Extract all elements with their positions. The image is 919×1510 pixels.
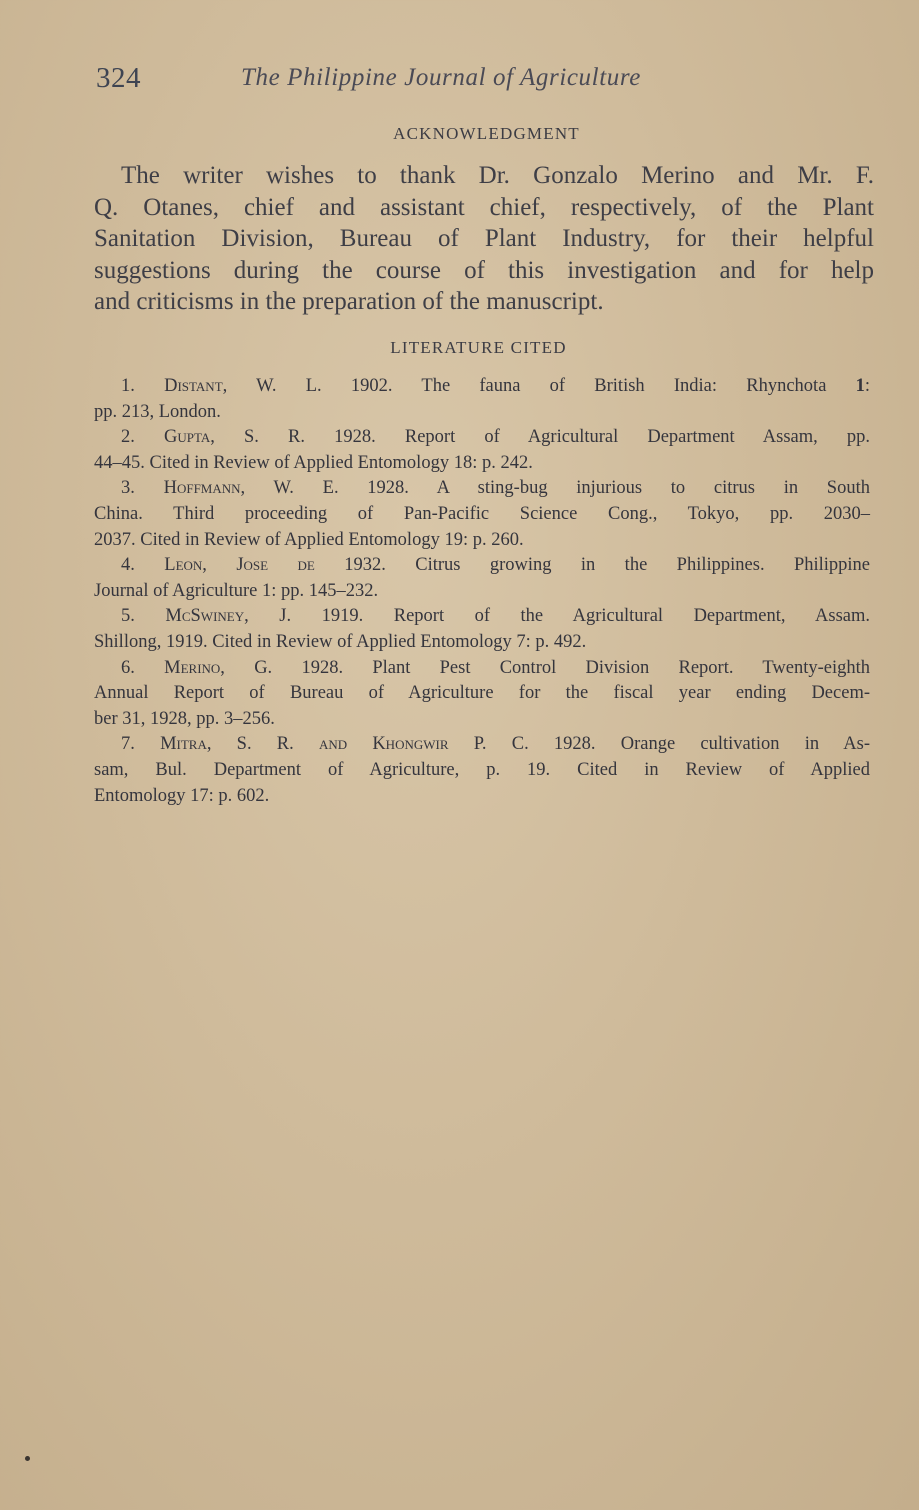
reference-5-first-line: [94, 604, 870, 630]
page-number: 324: [96, 62, 141, 94]
reference-number: 5.: [121, 606, 135, 627]
acknowledgment-line: suggestions during the course of this investigation and for help: [94, 256, 874, 284]
reference-text: 1902. The fauna of British India: Rhynchota: [321, 376, 856, 396]
reference-text: 1928. A sting-bug injurious to citrus in South: [338, 478, 870, 499]
reference-6-first-line: [94, 656, 870, 682]
reference-author: McSwiney, J.: [165, 606, 292, 627]
reference-author: Gupta, S. R.: [164, 427, 305, 448]
journal-title: The Philippine Journal of Agriculture: [241, 64, 641, 91]
reference-author: Hoffmann, W. E.: [163, 478, 339, 499]
reference-7-line: Entomology 17: p. 602.: [94, 785, 270, 806]
reference-text: 1919. Report of the Agricultural Department, Assam.: [291, 606, 870, 627]
running-head: [96, 62, 876, 102]
acknowledgment-line: Q. Otanes, chief and assistant chief, respectively, of the Plant: [94, 193, 874, 221]
reference-6-line: Annual Report of Bureau of Agriculture for the fiscal year ending Decem-: [94, 683, 870, 704]
reference-author: Merino, G.: [164, 657, 273, 678]
reference-3-first-line: [94, 476, 870, 502]
reference-7-first-line: [94, 732, 870, 758]
reference-number: 7.: [121, 734, 135, 755]
reference-author: Leon, Jose de: [164, 555, 315, 576]
reference-text: :: [864, 376, 871, 396]
ink-speck: [25, 1456, 30, 1461]
reference-number: 6.: [121, 657, 135, 678]
reference-text: 1928. Orange cultivation in As-: [528, 734, 871, 755]
reference-text: 1928. Report of Agricultural Department Assam, pp.: [305, 427, 870, 448]
reference-volume: 1: [855, 376, 865, 396]
reference-2-first-line: [94, 425, 870, 451]
literature-cited-heading: LITERATURE CITED: [390, 338, 567, 357]
reference-author: Distant, W. L.: [164, 376, 322, 396]
reference-2-line: 44–45. Cited in Review of Applied Entomology 18: p. 242.: [94, 452, 533, 473]
reference-7-line: sam, Bul. Department of Agriculture, p. 19. Cited in Review of Applied: [94, 759, 870, 780]
reference-number: 3.: [121, 478, 135, 499]
reference-text: 1932. Citrus growing in the Philippines. Philippine: [314, 555, 871, 576]
reference-author: Mitra, S. R. and Khongwir P. C.: [160, 734, 529, 755]
acknowledgment-heading: ACKNOWLEDGMENT: [393, 124, 580, 143]
reference-6-line: ber 31, 1928, pp. 3–256.: [94, 708, 275, 729]
reference-3-line: China. Third proceeding of Pan-Pacific Science Cong., Tokyo, pp. 2030–: [94, 503, 870, 524]
reference-number: 4.: [121, 555, 135, 576]
reference-list: [94, 374, 870, 809]
reference-1-first-line: [94, 374, 870, 400]
reference-1-line: pp. 213, London.: [94, 401, 221, 422]
reference-number: 2.: [121, 427, 135, 448]
reference-text: 1928. Plant Pest Control Division Report. Twenty-eighth: [272, 657, 871, 678]
reference-4-line: Journal of Agriculture 1: pp. 145–232.: [94, 580, 379, 601]
reference-3-line: 2037. Cited in Review of Applied Entomology 19: p. 260.: [94, 529, 524, 550]
reference-number: 1.: [121, 376, 135, 396]
acknowledgment-line: The writer wishes to thank Dr. Gonzalo Merino and Mr. F.: [121, 162, 874, 189]
reference-5-line: Shillong, 1919. Cited in Review of Applied Entomology 7: p. 492.: [94, 631, 587, 652]
reference-4-first-line: [94, 553, 870, 579]
acknowledgment-paragraph: [94, 160, 874, 318]
acknowledgment-line: and criticisms in the preparation of the manuscript.: [94, 288, 604, 315]
acknowledgment-line: Sanitation Division, Bureau of Plant Industry, for their helpful: [94, 225, 874, 252]
